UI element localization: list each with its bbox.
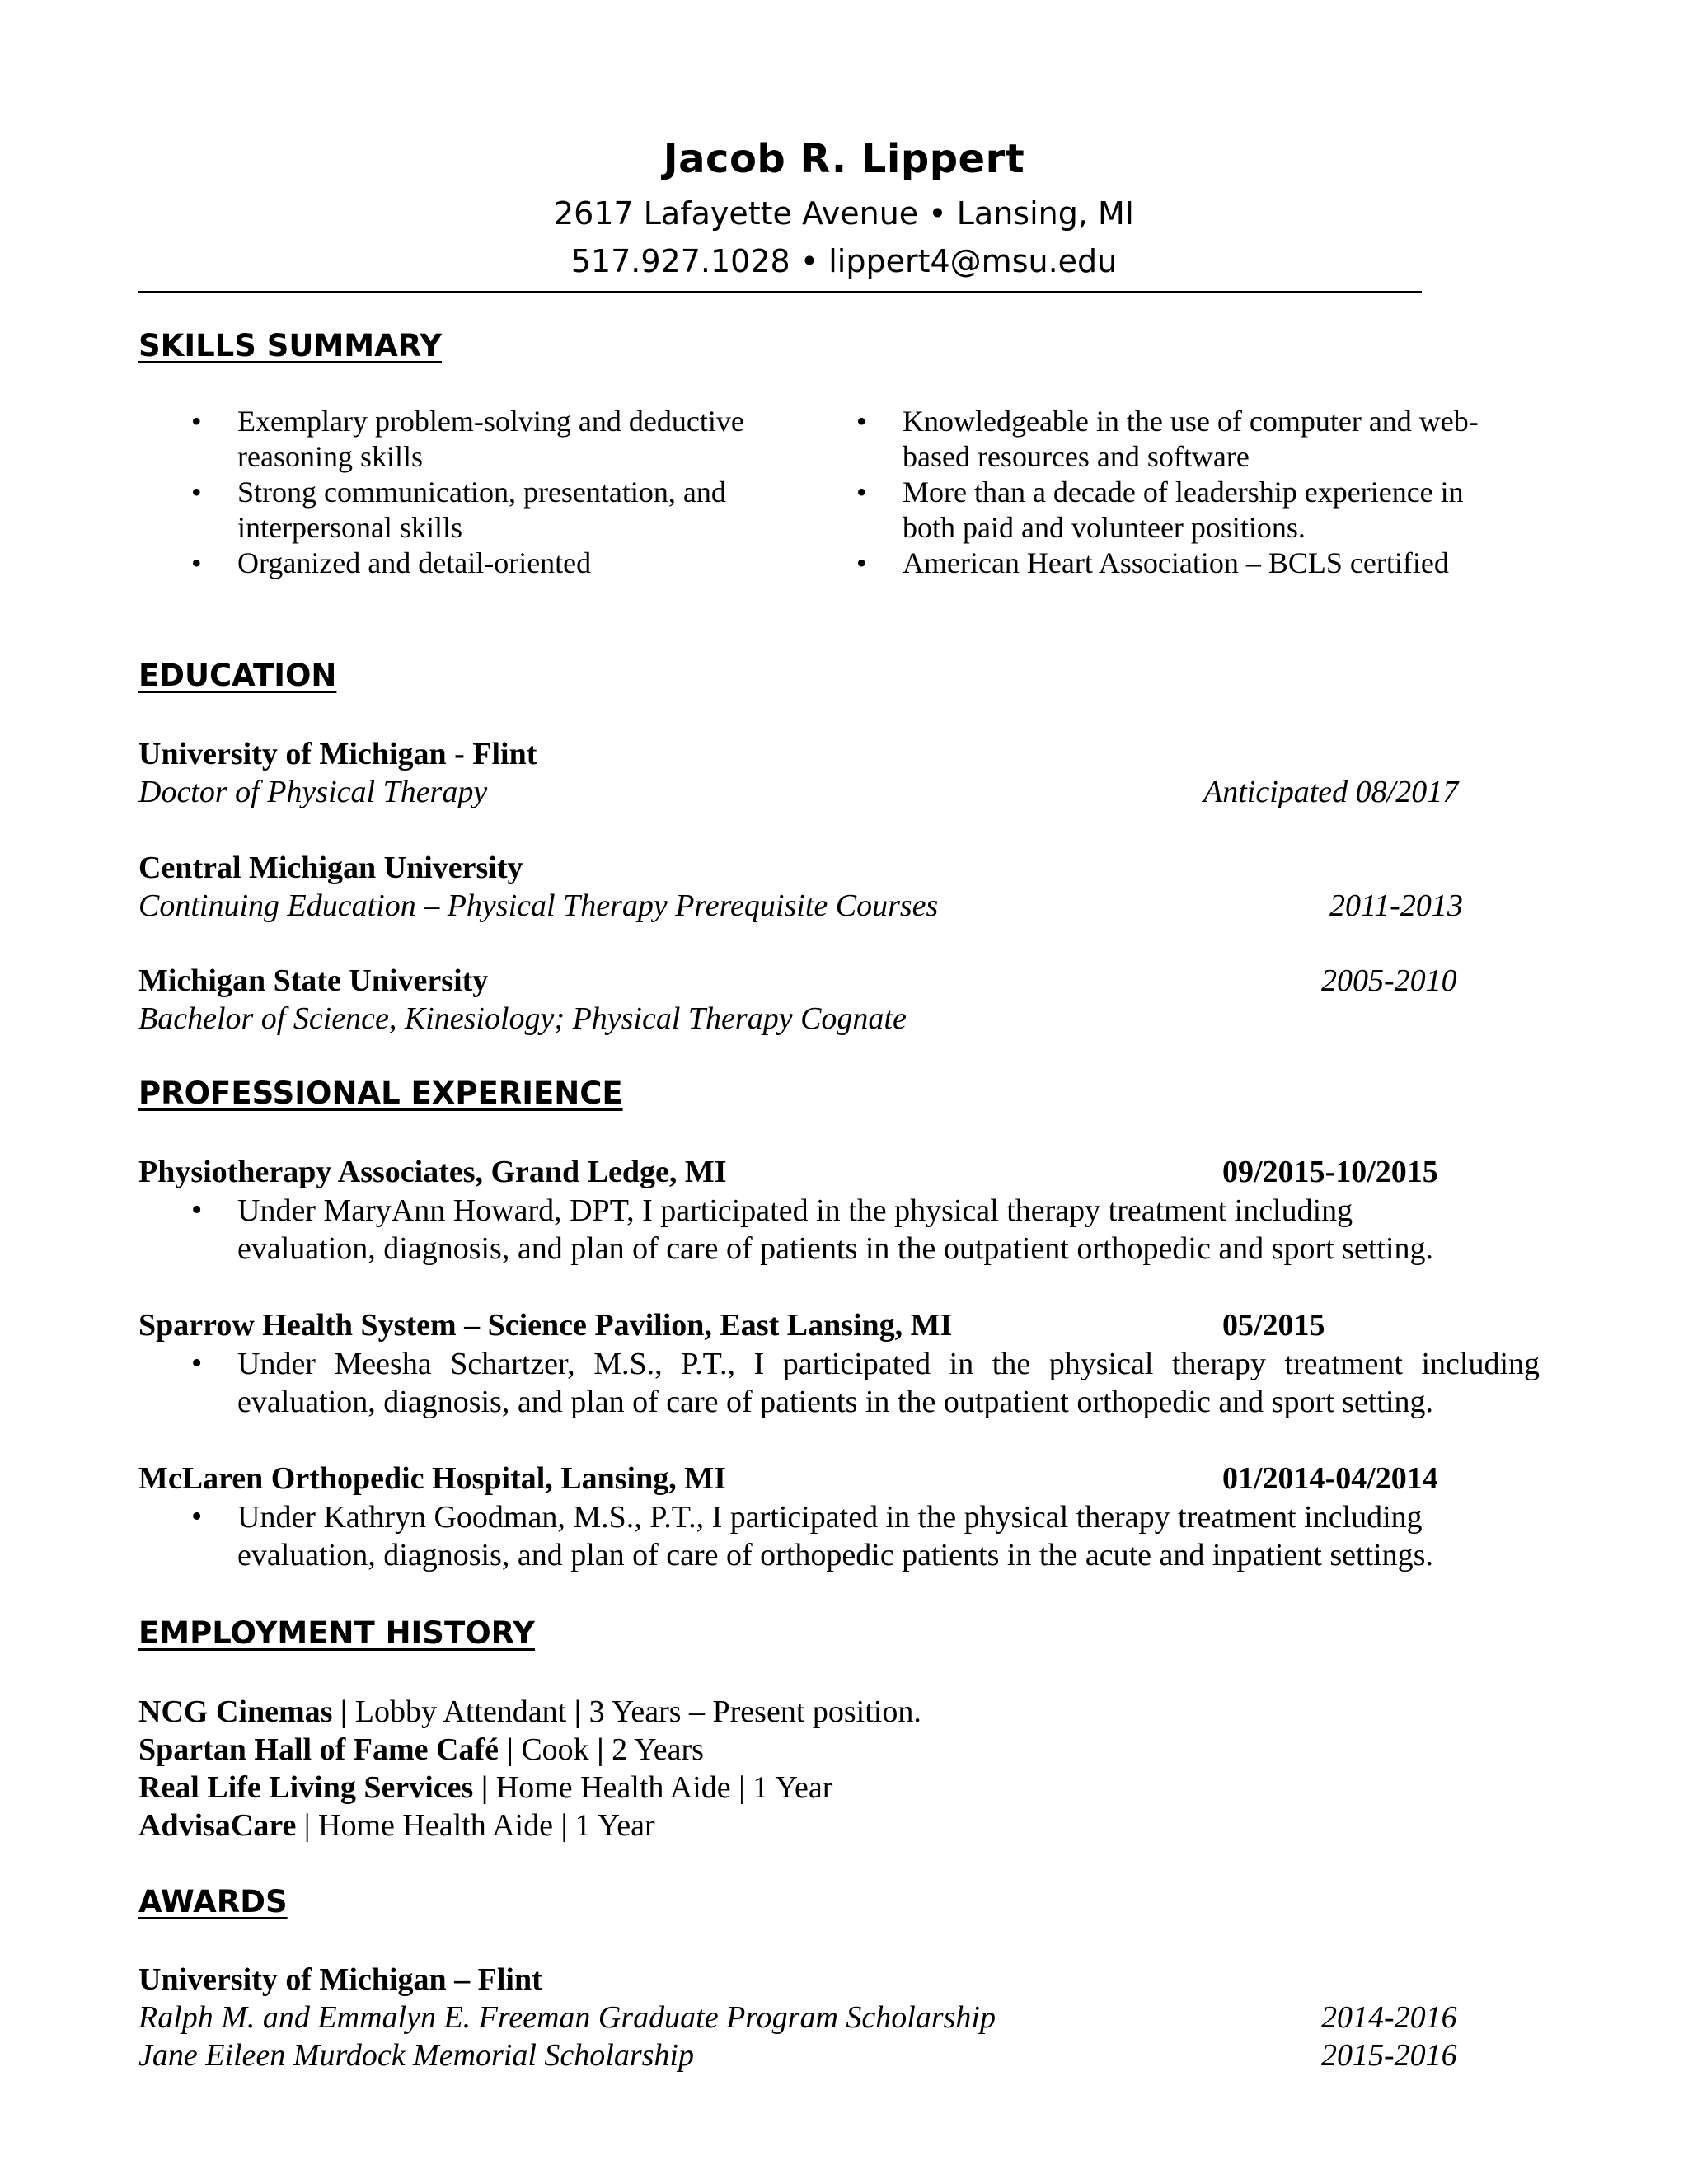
- description-line: evaluation, diagnosis, and plan of care of patients in the outpatient orthopedic and sport setting.: [237, 1231, 1434, 1266]
- skill-item: • More than a decade of leadership experience in both paid and volunteer positions.: [804, 475, 1512, 546]
- experience-date: 09/2015-10/2015: [1222, 1155, 1438, 1189]
- separator: |: [498, 1732, 522, 1767]
- education-program: Bachelor of Science, Kinesiology; Physical Therapy Cognate: [138, 1001, 907, 1036]
- skill-item: • American Heart Association – BCLS certified: [804, 546, 1512, 581]
- employment-tenure: 3 Years – Present position.: [588, 1694, 921, 1729]
- skill-item: • Organized and detail-oriented: [138, 546, 814, 581]
- employment-heading: EMPLOYMENT HISTORY: [138, 1615, 535, 1651]
- candidate-name: Jacob R. Lippert: [663, 136, 1025, 182]
- description-line: Under MaryAnn Howard, DPT, I participated in the physical therapy treatment including: [237, 1193, 1353, 1228]
- description-line: Under Kathryn Goodman, M.S., P.T., I participated in the physical therapy treatment including: [237, 1500, 1423, 1535]
- awards-school: University of Michigan – Flint: [138, 1962, 542, 1997]
- bullet-icon: •: [191, 1499, 203, 1534]
- education-school: Michigan State University: [138, 963, 489, 998]
- education-date: 2011-2013: [1329, 888, 1463, 923]
- employment-role: Lobby Attendant: [354, 1694, 567, 1729]
- skill-item: • Exemplary problem-solving and deductive reasoning skills: [138, 404, 814, 475]
- experience-date: 01/2014-04/2014: [1222, 1461, 1438, 1496]
- contact-line: 517.927.1028 • lippert4@msu.edu: [570, 243, 1118, 279]
- header-divider: [138, 291, 1422, 293]
- award-name: Ralph M. and Emmalyn E. Freeman Graduate Program Scholarship: [138, 2000, 996, 2035]
- employment-row: [138, 1807, 655, 1844]
- skill-item: • Strong communication, presentation, and interpersonal skills: [138, 475, 814, 546]
- education-heading: EDUCATION: [138, 658, 337, 693]
- experience-employer: Physiotherapy Associates, Grand Ledge, MI: [138, 1155, 727, 1189]
- skills-right-list: [804, 404, 1512, 581]
- description-line: evaluation, diagnosis, and plan of care of patients in the outpatient orthopedic and sport setting.: [237, 1385, 1434, 1419]
- skill-item: • Knowledgeable in the use of computer and web-based resources and software: [804, 404, 1512, 475]
- employer-name: Spartan Hall of Fame Café: [138, 1732, 499, 1767]
- employer-name: NCG Cinemas: [138, 1694, 333, 1729]
- experience-description: [237, 1345, 1540, 1421]
- education-date: 2005-2010: [1321, 963, 1457, 998]
- employment-role: Home Health Aide: [495, 1770, 731, 1805]
- education-program: Continuing Education – Physical Therapy Prerequisite Courses: [138, 888, 939, 923]
- employment-row: [138, 1769, 832, 1806]
- employer-name: Real Life Living Services: [138, 1770, 474, 1805]
- award-date: 2014-2016: [1321, 2000, 1457, 2035]
- experience-date: 05/2015: [1222, 1308, 1325, 1343]
- experience-heading: PROFESSIONAL EXPERIENCE: [138, 1076, 623, 1111]
- bullet-icon: •: [191, 1346, 203, 1380]
- education-date: Anticipated 08/2017: [1203, 775, 1459, 809]
- employment-row: [138, 1732, 704, 1768]
- employment-role: Cook: [521, 1732, 589, 1767]
- separator: |: [473, 1770, 496, 1805]
- award-date: 2015-2016: [1321, 2038, 1457, 2073]
- experience-employer: Sparrow Health System – Science Pavilion, East Lansing, MI: [138, 1308, 953, 1343]
- education-school: University of Michigan - Flint: [138, 737, 537, 771]
- separator: |: [296, 1808, 319, 1843]
- separator: |: [552, 1808, 575, 1843]
- awards-heading: AWARDS: [138, 1884, 288, 1919]
- experience-description: [237, 1192, 1540, 1268]
- education-school: Central Michigan University: [138, 851, 523, 885]
- separator: |: [730, 1770, 753, 1805]
- description-line: Under Meesha Schartzer, M.S., P.T., I participated in the physical therapy treatment including: [237, 1347, 1540, 1381]
- employment-tenure: 1 Year: [574, 1808, 655, 1843]
- award-name: Jane Eileen Murdock Memorial Scholarship: [138, 2038, 694, 2073]
- separator: |: [588, 1732, 612, 1767]
- employment-role: Home Health Aide: [318, 1808, 553, 1843]
- employment-row: [138, 1694, 921, 1730]
- separator: |: [332, 1694, 355, 1729]
- education-program: Doctor of Physical Therapy: [138, 775, 488, 809]
- skills-left-list: [138, 404, 814, 581]
- experience-employer: McLaren Orthopedic Hospital, Lansing, MI: [138, 1461, 726, 1496]
- employment-tenure: 2 Years: [612, 1732, 704, 1767]
- experience-description: [237, 1498, 1540, 1574]
- employment-tenure: 1 Year: [753, 1770, 833, 1805]
- employer-name: AdvisaCare: [138, 1808, 297, 1843]
- separator: |: [566, 1694, 589, 1729]
- address-line: 2617 Lafayette Avenue • Lansing, MI: [553, 195, 1135, 232]
- description-line: evaluation, diagnosis, and plan of care of orthopedic patients in the acute and inpatient settings.: [237, 1538, 1433, 1572]
- skills-heading: SKILLS SUMMARY: [138, 328, 442, 363]
- bullet-icon: •: [191, 1193, 203, 1227]
